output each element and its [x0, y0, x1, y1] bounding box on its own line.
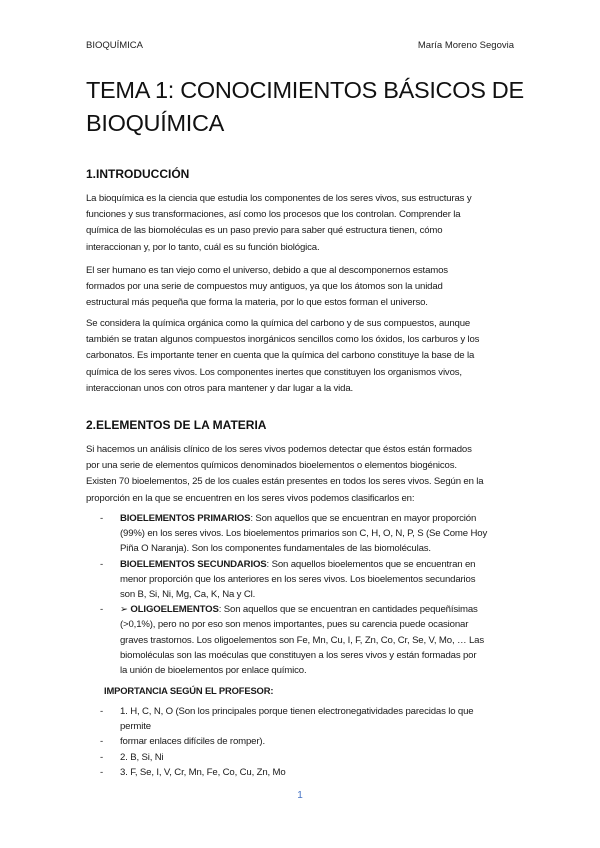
bullet-dash: -	[100, 604, 104, 616]
text-line: formados por una serie de compuestos muy antiguos, ya que los átomos son la unidad	[86, 281, 443, 293]
arrow-bullet-icon: ➢	[120, 604, 131, 616]
bullet-dash: -	[100, 736, 104, 748]
header-left: BIOQUÍMICA	[86, 40, 144, 51]
text-line: El ser humano es tan viejo como el universo, debido a que al descomponernos estamos	[86, 265, 448, 276]
list-item	[100, 704, 530, 719]
text-line: biomoléculas son las moéculas que constituyen a los seres vivos y están formadas por	[120, 649, 477, 661]
text-line: menor proporción que los anteriores en los seres vivos. Los bioelementos secundarios	[120, 573, 476, 585]
text-line: química de los seres vivos. Los componentes inertes que constituyen los organismos vivos,	[86, 366, 462, 378]
text-line: BIOELEMENTOS SECUNDARIOS: Son aquellos bioelementos que se encuentran en	[120, 558, 476, 570]
section-heading-elementos: 2.ELEMENTOS DE LA MATERIA	[86, 418, 267, 432]
text-line: química de las biomoléculas es un paso previo para saber qué estructura tienen, cómo	[86, 225, 443, 237]
bullet-dash: -	[100, 513, 104, 524]
paragraph	[86, 263, 526, 312]
list-item-term: BIOELEMENTOS PRIMARIOS	[120, 513, 251, 524]
paragraph	[86, 191, 526, 256]
text-line: Existen 70 bioelementos, 25 de los cuales están presentes en todos los seres vivos. Según en la	[86, 476, 484, 488]
section-heading-introduccion: 1.INTRODUCCIÓN	[86, 167, 190, 181]
text-line: permite	[120, 721, 151, 733]
text-line: son B, Si, Ni, Mg, Ca, K, Na y Cl.	[120, 589, 256, 601]
paragraph	[86, 316, 526, 397]
bullet-dash: -	[100, 766, 104, 778]
list-item	[100, 719, 530, 734]
text-line: interaccionan y, por lo tanto, cuál es su función biológica.	[86, 241, 320, 253]
list-item	[100, 602, 530, 678]
list-item	[100, 750, 530, 765]
bioelement-list	[100, 511, 530, 678]
text-line: formar enlaces difíciles de romper).	[120, 736, 265, 748]
importance-list	[100, 704, 530, 780]
text-line: La bioquímica es la ciencia que estudia los componentes de los seres vivos, sus estructuras y	[86, 193, 472, 204]
text-line: 1. H, C, N, O (Son los principales porque tienen electronegatividades parecidas lo que	[120, 706, 474, 717]
bullet-dash: -	[100, 558, 104, 570]
list-item-term: BIOELEMENTOS SECUNDARIOS	[120, 558, 267, 570]
text-line: Si hacemos un análisis clínico de los seres vivos podemos detectar que éstos están formados	[86, 444, 472, 455]
text-line: proporción en la que se encuentren en los seres vivos podemos clasificarlos en:	[86, 492, 415, 504]
text-line: carbonatos. Es importante tener en cuenta que la química del carbono constituye la base de la	[86, 350, 475, 362]
text-line: 2. B, Si, Ni	[120, 751, 164, 763]
list-item	[100, 511, 530, 557]
text-line: ➢ OLIGOELEMENTOS: Son aquellos que se encuentran en cantidades pequeñísimas	[120, 604, 478, 616]
page-number: 1	[297, 790, 303, 801]
paragraph	[86, 442, 526, 507]
text-line: Se considera la química orgánica como la química del carbono y de sus compuestos, aunque	[86, 318, 471, 329]
list-item	[100, 765, 530, 780]
list-item	[100, 557, 530, 603]
text-line: graves trastornos. Los oligoelementos son Fe, Mn, Cu, I, F, Zn, Co, Cr, Se, V, Mo, … Las	[120, 634, 484, 646]
text-line: (99%) en los seres vivos. Los bioelementos primarios son C, H, O, N, P, S (Se Come Hoy	[120, 528, 488, 540]
list-item	[100, 734, 530, 749]
text-line: Piña O Naranja). Son los componentes fundamentales de las biomoléculas.	[120, 543, 431, 555]
header-right: María Moreno Segovia	[417, 40, 514, 51]
text-line: por una serie de elementos químicos denominados bioelementos o elementos biogénicos.	[86, 460, 457, 472]
bullet-dash: -	[100, 751, 104, 763]
text-line: también se tratan algunos compuestos inorgánicos sencillos como los óxidos, los carburos y los	[86, 334, 480, 346]
title-line: TEMA 1: CONOCIMIENTOS BÁSICOS DE	[86, 77, 524, 103]
text-line: funciones y sus transformaciones, así como los procesos que los controlan. Comprender la	[86, 209, 461, 221]
list-item-term: OLIGOELEMENTOS	[130, 604, 219, 616]
text-line: BIOELEMENTOS PRIMARIOS: Son aquellos que se encuentran en mayor proporción	[120, 513, 477, 524]
title-line: BIOQUÍMICA	[86, 110, 225, 136]
bullet-dash: -	[100, 706, 104, 717]
text-line: 3. F, Se, I, V, Cr, Mn, Fe, Co, Cu, Zn, Mo	[120, 766, 286, 778]
text-line: (>0,1%), pero no por eso son menos importantes, pues su carencia puede ocasionar	[120, 619, 469, 631]
page-title	[86, 74, 524, 140]
text-line: interaccionan unos con otros para mantener y dar lugar a la vida.	[86, 382, 354, 394]
text-line: estructural más pequeña que forma la materia, por lo que estos forman el universo.	[86, 297, 428, 309]
importance-heading: IMPORTANCIA SEGÚN EL PROFESOR:	[104, 685, 274, 696]
text-line: la unión de bioelementos por enlace químico.	[120, 665, 307, 677]
